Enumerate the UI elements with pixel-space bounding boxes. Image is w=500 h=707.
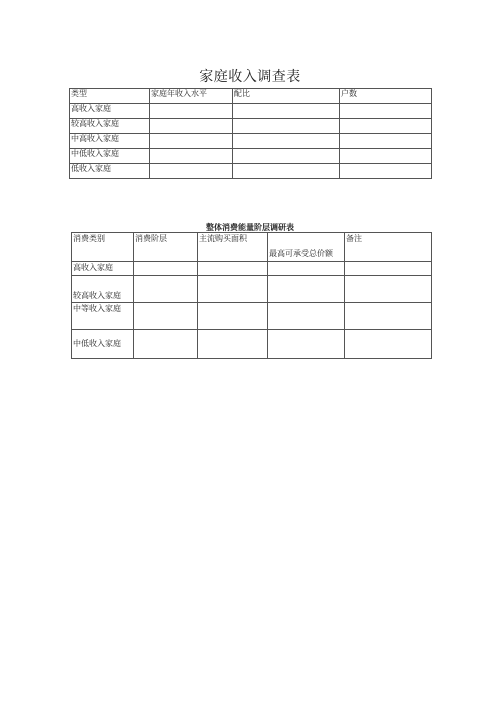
table-row (72, 262, 432, 276)
table-row (70, 119, 432, 134)
header-cell: 类型 (70, 89, 150, 104)
table-cell (340, 104, 432, 119)
table-cell (268, 330, 345, 359)
table-cell (198, 262, 268, 276)
table-cell (233, 104, 340, 119)
table2-title: 整体消费能量阶层调研表 (206, 223, 294, 232)
table-row (70, 104, 432, 119)
header-cell: 家庭年收入水平 (150, 89, 233, 104)
table-cell (150, 164, 233, 179)
table-cell (134, 262, 198, 276)
table-cell (150, 119, 233, 134)
table-row (70, 134, 432, 149)
table-cell (150, 104, 233, 119)
table-header-row (72, 233, 432, 262)
row-label: 中低收入家庭 (72, 330, 134, 359)
table-cell (198, 276, 268, 303)
header-cell: 消费阶层 (134, 233, 198, 262)
row-label: 低收入家庭 (70, 164, 150, 179)
table-cell (345, 330, 432, 359)
table-cell (340, 149, 432, 164)
header-cell: 配比 (233, 89, 340, 104)
row-label: 中低收入家庭 (70, 149, 150, 164)
table-cell (268, 303, 345, 330)
table-row (70, 149, 432, 164)
header-cell (268, 233, 345, 262)
table-cell (340, 134, 432, 149)
header-cell-text: 最高可承受总价额 (269, 249, 333, 258)
row-label: 较高收入家庭 (70, 119, 150, 134)
header-cell: 户数 (340, 89, 432, 104)
table-header-row (70, 89, 432, 104)
table-cell (345, 262, 432, 276)
table-cell (198, 330, 268, 359)
table-cell (134, 276, 198, 303)
household-income-table (69, 88, 432, 179)
row-label: 高收入家庭 (70, 104, 150, 119)
table-cell (233, 164, 340, 179)
table-cell (340, 119, 432, 134)
table-row (72, 303, 432, 330)
table-cell (150, 149, 233, 164)
table-row (72, 330, 432, 359)
table-cell (340, 164, 432, 179)
row-label: 较高收入家庭 (72, 276, 134, 303)
row-label: 中等收入家庭 (72, 303, 134, 330)
table-cell (233, 119, 340, 134)
table-cell (233, 149, 340, 164)
table-cell (198, 303, 268, 330)
header-cell: 消费类别 (72, 233, 134, 262)
table-cell (150, 134, 233, 149)
row-label: 高收入家庭 (72, 262, 134, 276)
table-row (72, 276, 432, 303)
table-cell (345, 303, 432, 330)
table-cell (345, 276, 432, 303)
table-cell (268, 276, 345, 303)
table1-title: 家庭收入调查表 (199, 69, 301, 85)
table-cell (134, 330, 198, 359)
table-cell (233, 134, 340, 149)
table-row (70, 164, 432, 179)
row-label: 中高收入家庭 (70, 134, 150, 149)
table-cell (134, 303, 198, 330)
table-cell (268, 262, 345, 276)
header-cell: 备注 (345, 233, 432, 262)
consumption-level-table (71, 232, 432, 359)
header-cell: 主流购买面积 (198, 233, 268, 262)
